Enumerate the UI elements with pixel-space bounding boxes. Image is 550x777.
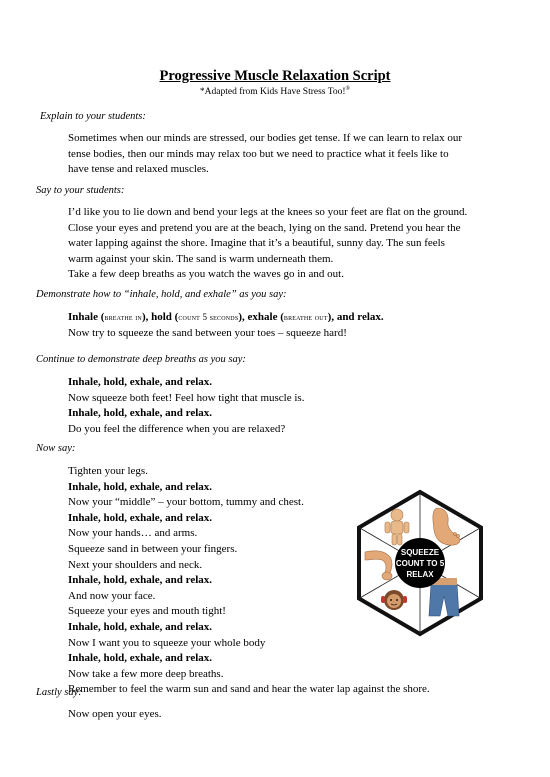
text-line: warm against your skin. The sand is warm underneath them. bbox=[68, 252, 334, 265]
text-line: I’d like you to lie down and bend your legs at the knees so your feet are flat on the ground. bbox=[68, 206, 468, 218]
text-line: Close your eyes and pretend you are at the beach, lying on the sand. Pretend you hear the bbox=[68, 221, 461, 234]
text-line: Do you feel the difference when you are relaxed? bbox=[68, 422, 286, 435]
subtitle-text: *Adapted from Kids Have Stress Too! bbox=[199, 87, 346, 98]
text-line: Now try to squeeze the sand between your toes – squeeze hard! bbox=[68, 326, 347, 339]
text-line: Remember to feel the warm sun and sand and hear the water lap against the shore. bbox=[68, 683, 430, 696]
text-line: Now open your eyes. bbox=[68, 708, 162, 720]
paragraph-continue bbox=[68, 375, 508, 437]
text-line-bold: Inhale, hold, exhale, and relax. bbox=[68, 652, 213, 665]
paragraph-demonstrate bbox=[68, 310, 508, 341]
text-line: Squeeze sand in between your fingers. bbox=[68, 542, 238, 555]
instruction-demonstrate: Demonstrate how to “inhale, hold, and exhale” as you say: bbox=[36, 289, 287, 300]
page-title: Progressive Muscle Relaxation Script bbox=[159, 68, 391, 84]
instruction-lastly: Lastly say: bbox=[36, 687, 82, 698]
text-line: Now your “middle” – your bottom, tummy and chest. bbox=[68, 496, 304, 509]
text-line: water lapping against the shore. Imagine that it’s a beautiful, sunny day. The sun feels bbox=[68, 237, 445, 250]
page-subtitle bbox=[0, 86, 550, 97]
center-text-squeeze: SQUEEZE bbox=[400, 548, 440, 557]
text-line: have tense and relaxed muscles. bbox=[68, 163, 209, 176]
count-text: count 5 seconds bbox=[178, 312, 239, 322]
paragraph-say bbox=[68, 205, 508, 283]
text-line-bold: Inhale, hold, exhale, and relax. bbox=[68, 574, 213, 587]
relaxation-hexagon-graphic bbox=[345, 488, 495, 638]
text-line: Now squeeze both feet! Feel how tight that muscle is. bbox=[68, 391, 305, 404]
text-line: Take a few deep breaths as you watch the waves go in and out. bbox=[68, 268, 344, 281]
text-line: Now I want you to squeeze your whole body bbox=[68, 636, 266, 649]
text-line: tense bodies, then our minds may relax too but we need to practice what it feels like to bbox=[68, 147, 449, 160]
breathe-in-text: breathe in bbox=[104, 312, 142, 322]
hold-text: ), hold ( bbox=[141, 311, 179, 323]
text-line: Now take a few more deep breaths. bbox=[68, 667, 224, 680]
instruction-continue: Continue to demonstrate deep breaths as you say: bbox=[36, 354, 246, 365]
center-text-relax: RELAX bbox=[406, 570, 434, 579]
instruction-explain: Explain to your students: bbox=[40, 111, 146, 122]
text-line: Next your shoulders and neck. bbox=[68, 558, 203, 571]
text-line: Now your hands… and arms. bbox=[68, 527, 198, 540]
text-line-bold: Inhale, hold, exhale, and relax. bbox=[68, 407, 213, 420]
breathe-out-text: breathe out bbox=[283, 312, 328, 322]
text-line: Squeeze your eyes and mouth tight! bbox=[68, 605, 226, 618]
exhale-text: ), exhale ( bbox=[238, 311, 284, 323]
breathing-instruction-line bbox=[68, 310, 508, 326]
text-line-bold: Inhale, hold, exhale, and relax. bbox=[68, 376, 213, 388]
hexagon-svg bbox=[345, 488, 495, 638]
registered-mark: ® bbox=[345, 86, 351, 92]
text-line-bold: Inhale, hold, exhale, and relax. bbox=[68, 480, 213, 493]
instruction-say: Say to your students: bbox=[36, 185, 125, 196]
text-line-bold: Inhale, hold, exhale, and relax. bbox=[68, 511, 213, 524]
paragraph-lastly bbox=[68, 707, 508, 723]
text-line: Tighten your legs. bbox=[68, 465, 148, 477]
instruction-now-say: Now say: bbox=[36, 443, 76, 454]
relax-text: ), and relax. bbox=[327, 311, 384, 323]
text-line: And now your face. bbox=[68, 589, 156, 602]
center-text-count: COUNT TO 5 bbox=[395, 559, 445, 568]
text-line: Sometimes when our minds are stressed, our bodies get tense. If we can learn to relax our bbox=[68, 132, 463, 144]
inhale-text: Inhale ( bbox=[68, 311, 105, 323]
text-line-bold: Inhale, hold, exhale, and relax. bbox=[68, 620, 213, 633]
paragraph-explain bbox=[68, 131, 508, 178]
